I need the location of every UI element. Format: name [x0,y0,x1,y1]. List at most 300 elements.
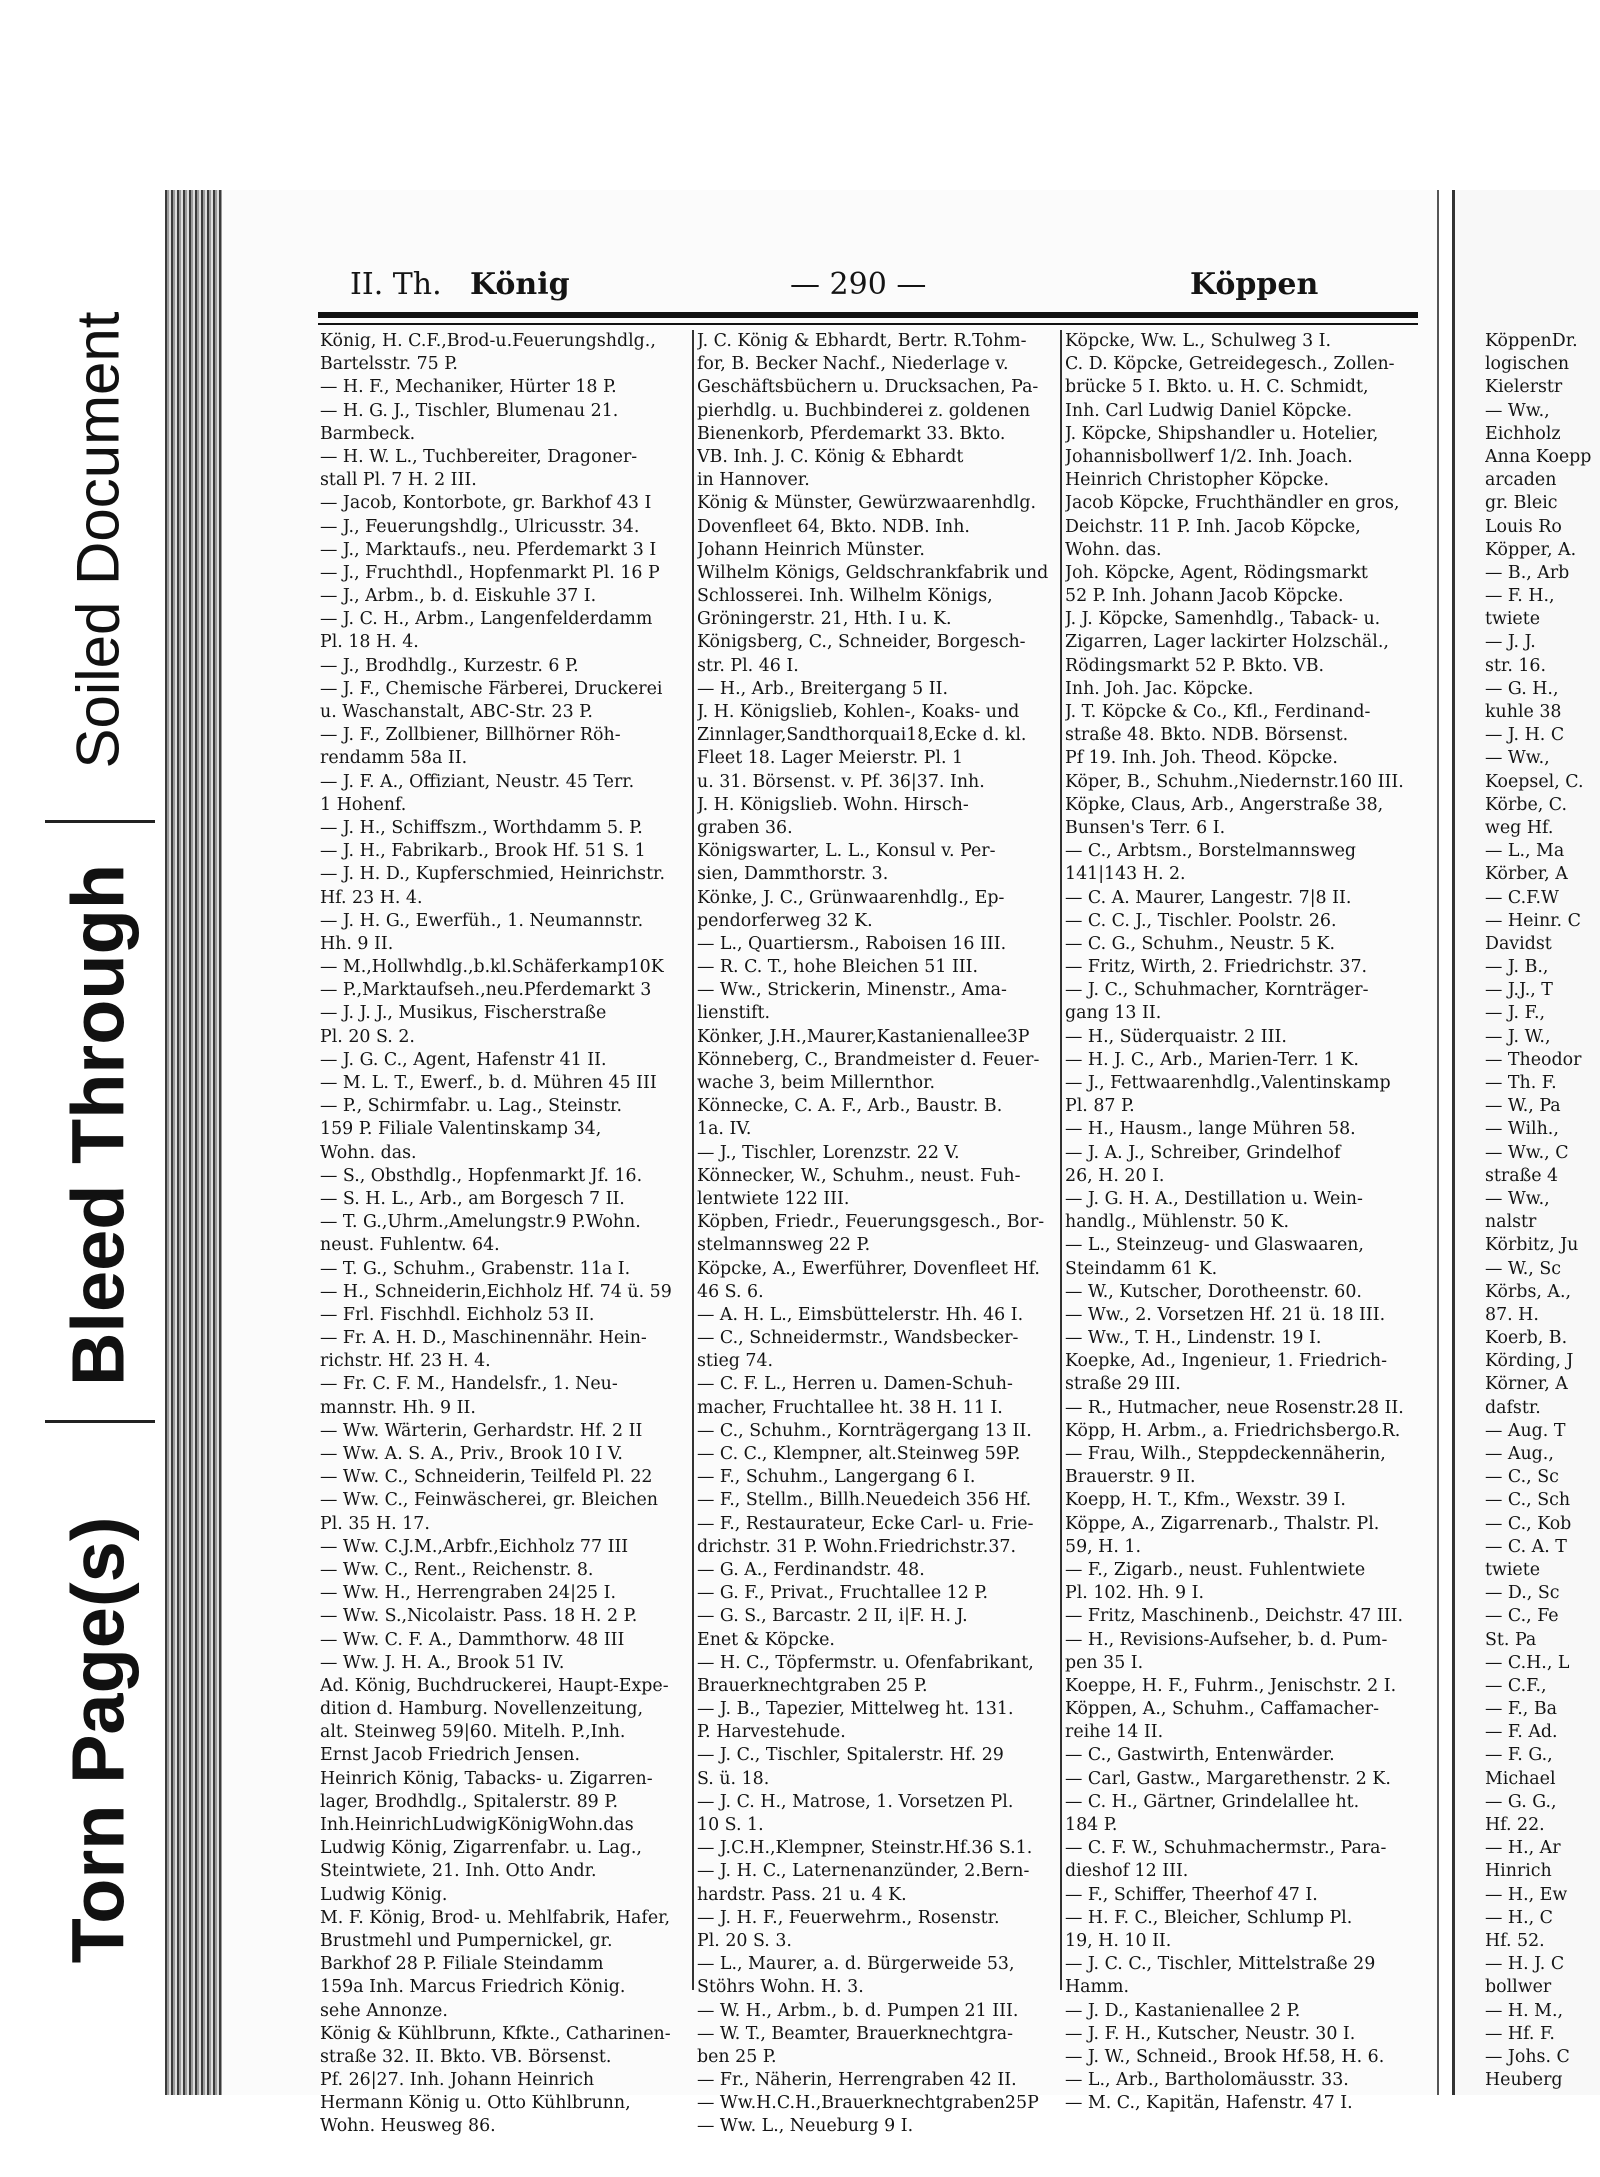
directory-entry-line: 10 S. 1. [697,1815,764,1835]
directory-entry-line: — G. F., Privat., Fruchtallee 12 P. [697,1583,989,1604]
directory-entry-line: Brauerknechtgraben 25 P. [697,1675,928,1696]
directory-entry-line: stelmannsweg 22 P. [697,1235,871,1256]
directory-entry-line: Köper, B., Schuhm.,Niedernstr.160 III. [1065,771,1404,792]
directory-entry-line: — H., Süderquaistr. 2 III. [1065,1026,1287,1047]
directory-entry-line: — C.F.W [1485,887,1559,908]
directory-entry-line: Pl. 20 S. 3. [697,1930,792,1951]
directory-entry-line: Körber, A [1485,864,1568,885]
directory-entry-line: Wohn. Heusweg 86. [320,2116,496,2137]
directory-entry-line: hardstr. Pass. 21 u. 4 K. [697,1884,907,1905]
directory-entry-line: Joh. Köpcke, Agent, Rödingsmarkt [1065,562,1368,583]
directory-entry-line: Königsberg, C., Schneider, Borgesch- [697,632,1026,653]
directory-entry-line: dieshof 12 III. [1065,1861,1189,1882]
directory-entry-line: Koepsel, C. [1485,771,1584,792]
directory-entry-line: handlg., Mühlenstr. 50 K. [1065,1212,1289,1233]
directory-entry-line: — C. C. J., Tischler. Poolstr. 26. [1065,910,1337,931]
directory-entry-line: — Frl. Fischhdl. Eichholz 53 II. [320,1304,595,1325]
directory-entry-line: straße 48. Bkto. NDB. Börsenst. [1065,725,1349,746]
directory-entry-line: Kielerstr [1485,377,1563,398]
scan-condition-banner [0,0,175,2177]
directory-entry-line: — Hf. F. [1485,2023,1555,2044]
directory-entry-line: — F., Restaurateur, Ecke Carl- u. Frie- [697,1513,1034,1534]
directory-entry-line: — L., Arb., Bartholomäusstr. 33. [1065,2070,1349,2091]
directory-entry-line: — F., Schuhm., Langergang 6 I. [697,1467,976,1488]
directory-entry-line: gr. Bleic [1485,493,1558,514]
directory-entry-line: — J. C. H., Arbm., Langenfelderdamm [320,609,653,630]
directory-entry-line: Zigarren, Lager lackirter Holzschäl., [1065,632,1389,653]
directory-entry-line: — C. A. Maurer, Langestr. 7|8 II. [1065,887,1352,908]
directory-entry-line: stieg 74. [697,1351,774,1372]
directory-entry-line: — H. C., Töpfermstr. u. Ofenfabrikant, [697,1652,1034,1673]
directory-entry-line: Wilhelm Königs, Geldschrankfabrik und [697,562,1049,583]
directory-entry-line: — T. G.,Uhrm.,Amelungstr.9 P.Wohn. [320,1212,641,1233]
directory-entry-line: — C., Schneidermstr., Wandsbecker- [697,1328,1019,1349]
directory-entry-line: 159 P. Filiale Valentinskamp 34, [320,1119,602,1140]
directory-entry-line: — Ww., 2. Vorsetzen Hf. 21 ü. 18 III. [1065,1304,1386,1325]
directory-entry-line: P. Harvestehude. [697,1722,846,1743]
directory-entry-line: — H., C [1485,1907,1553,1928]
directory-entry-line: J. H. Königslieb, Kohlen-, Koaks- und [697,702,1020,722]
directory-entry-line: — G. G., [1485,1791,1557,1812]
directory-entry-line: 87. H. [1485,1304,1539,1325]
directory-entry-line: — J., Fruchthdl., Hopfenmarkt Pl. 16 P [320,562,660,583]
directory-entry-line: — C. F. W., Schuhmachermstr., Para- [1065,1838,1387,1859]
directory-entry-line: S. ü. 18. [697,1768,770,1789]
directory-entry-line: Steindamm 61 K. [1065,1258,1218,1279]
directory-entry-line: — J. H., Schiffszm., Worthdamm 5. P. [320,817,643,838]
adjacent-page-column [1485,330,1600,2092]
directory-entry-line: kuhle 38 [1485,702,1562,722]
directory-entry-line: Körbitz, Ju [1485,1235,1579,1256]
directory-entry-line: — F., Zigarb., neust. Fuhlentwiete [1065,1559,1366,1580]
bleed-through-label: Bleed Through [56,863,140,1387]
directory-entry-line: Köpper, A. [1485,539,1577,560]
directory-entry-line: — Ww. C., Rent., Reichenstr. 8. [320,1559,594,1580]
directory-entry-line: — C. G., Schuhm., Neustr. 5 K. [1065,933,1336,954]
directory-entry-line: — J. H. G., Ewerfüh., 1. Neumannstr. [320,910,644,931]
header-rule [318,312,1418,318]
directory-entry-line: — Ww. A. S. A., Priv., Brook 10 I V. [320,1444,623,1464]
directory-entry-line: Hf. 23 H. 4. [320,887,423,908]
directory-column-1 [320,330,690,2139]
directory-entry-line: Hamm. [1065,1977,1130,1998]
directory-entry-line: Fleet 18. Lager Meierstr. Pl. 1 [697,748,964,769]
directory-entry-line: — J. W., [1485,1026,1551,1047]
header-left-word: König [470,267,570,302]
directory-entry-line: 159a Inh. Marcus Friedrich König. [320,1977,626,1998]
torn-pages-label: Torn Page(s) [56,1516,140,1964]
directory-entry-line: — Fr. C. F. M., Handelsfr., 1. Neu- [320,1374,618,1395]
directory-entry-line: — Ww. C.J.M.,Arbfr.,Eichholz 77 III [320,1536,629,1557]
directory-entry-line: St. Pa [1485,1629,1537,1650]
directory-entry-line: Körding, J [1485,1351,1574,1372]
directory-entry-line: gang 13 II. [1065,1003,1162,1024]
directory-entry-line: — C., Arbtsm., Borstelmannsweg [1065,841,1357,862]
directory-entry-line: J. Köpcke, Shipshandler u. Hotelier, [1065,423,1379,444]
directory-entry-line: — L., Quartiersm., Raboisen 16 III. [697,933,1007,954]
directory-entry-line: — J. H. C [1485,725,1565,746]
directory-entry-line: — P., Schirmfabr. u. Lag., Steinstr. [320,1096,622,1117]
directory-entry-line: — C., Schuhm., Kornträgergang 13 II. [697,1420,1032,1441]
directory-entry-line: Köppe, A., Zigarrenarb., Thalstr. Pl. [1065,1513,1380,1534]
directory-entry-line: — J. F. A., Offiziant, Neustr. 45 Terr. [320,771,635,792]
directory-entry-line: ben 25 P. [697,2046,777,2067]
directory-entry-line: — M. C., Kapitän, Hafenstr. 47 I. [1065,2093,1353,2114]
directory-entry-line: Köpke, Claus, Arb., Angerstraße 38, [1065,794,1384,815]
directory-entry-line: — C., Fe [1485,1606,1559,1627]
directory-entry-line: straße 29 III. [1065,1374,1181,1395]
directory-entry-line: — H., Revisions-Aufseher, b. d. Pum- [1065,1629,1388,1650]
directory-entry-line: — H. G. J., Tischler, Blumenau 21. [320,400,619,421]
directory-entry-line: — M.,Hollwhdlg.,b.kl.Schäferkamp10K [320,957,664,978]
directory-entry-line: — J. H. F., Feuerwehrm., Rosenstr. [697,1907,1000,1928]
directory-entry-line: König & Münster, Gewürzwaarenhdlg. [697,493,1037,514]
directory-entry-line: — R. C. T., hohe Bleichen 51 III. [697,957,979,978]
directory-entry-line: Köpcke, A., Ewerführer, Dovenfleet Hf. [697,1258,1040,1279]
directory-entry-line: — Ww. Wärterin, Gerhardstr. Hf. 2 II [320,1420,643,1441]
soiled-document-label: Soiled Document [64,311,132,769]
directory-entry-line: J. H. Königslieb. Wohn. Hirsch- [697,794,969,815]
directory-entry-line: lienstift. [697,1003,771,1024]
directory-entry-line: sien, Dammthorstr. 3. [697,864,889,885]
directory-entry-line: Johann Heinrich Münster. [697,539,925,560]
banner-divider [45,1420,155,1423]
directory-entry-line: pendorferweg 32 K. [697,910,873,931]
directory-entry-line: Hinrich [1485,1861,1552,1882]
directory-entry-line: — J. H. D., Kupferschmied, Heinrichstr. [320,864,665,885]
directory-entry-line: Schlosserei. Inh. Wilhelm Königs, [697,586,993,607]
directory-entry-line: Heinrich König, Tabacks- u. Zigarren- [320,1768,653,1789]
directory-entry-line: Dovenfleet 64, Bkto. NDB. Inh. [697,516,970,537]
directory-entry-line: Brauerstr. 9 II. [1065,1467,1196,1488]
directory-entry-line: — Ww. J. H. A., Brook 51 IV. [320,1652,565,1673]
directory-entry-line: Hermann König u. Otto Kühlbrunn, [320,2093,631,2114]
directory-entry-line: — J. H. C., Laternenanzünder, 2.Bern- [697,1861,1030,1882]
directory-entry-line: — W., Sc [1485,1258,1561,1279]
directory-entry-line: — J. H., Fabrikarb., Brook Hf. 51 S. 1 [320,841,646,862]
directory-entry-line: Gröningerstr. 21, Hth. I u. K. [697,609,952,630]
directory-entry-line: — J. F., [1485,1003,1546,1024]
directory-entry-line: — F. Ad. [1485,1722,1558,1743]
directory-entry-line: — L., Ma [1485,841,1565,862]
directory-entry-line: Pl. 18 H. 4. [320,632,419,653]
directory-entry-line: — M. L. T., Ewerf., b. d. Mühren 45 III [320,1073,657,1093]
directory-entry-line: — J. G. C., Agent, Hafenstr 41 II. [320,1049,607,1070]
directory-entry-line: — J., Brodhdlg., Kurzestr. 6 P. [320,655,579,676]
directory-entry-line: — H. M., [1485,2000,1564,2021]
directory-entry-line: Davidst [1485,933,1552,954]
directory-entry-line: — C., Kob [1485,1513,1572,1534]
directory-entry-line: — H., Schneiderin,Eichholz Hf. 74 ü. 59 [320,1281,672,1302]
directory-entry-line: Könker, J.H.,Maurer,Kastanienallee3P [697,1026,1030,1047]
directory-entry-line: — Ww., T. H., Lindenstr. 19 I. [1065,1328,1322,1349]
directory-entry-line: str. 16. [1485,655,1547,676]
directory-entry-line: Louis Ro [1485,516,1562,537]
directory-entry-line: — J. B., [1485,957,1549,978]
directory-entry-line: pierhdlg. u. Buchbinderei z. goldenen [697,400,1031,421]
directory-entry-line: — Jacob, Kontorbote, gr. Barkhof 43 I [320,493,652,514]
directory-entry-line: — Fr. A. H. D., Maschinennähr. Hein- [320,1328,647,1349]
directory-entry-line: — J. B., Tapezier, Mittelweg ht. 131. [697,1699,1014,1720]
directory-entry-line: weg Hf. [1485,817,1554,838]
directory-entry-line: Barmbeck. [320,423,416,444]
directory-entry-line: — H. F. C., Bleicher, Schlump Pl. [1065,1907,1353,1928]
directory-entry-line: — J. J. J., Musikus, Fischerstraße [320,1003,607,1024]
directory-entry-line: Köpben, Friedr., Feuerungsgesch., Bor- [697,1212,1045,1233]
directory-entry-line: Ernst Jacob Friedrich Jensen. [320,1745,580,1766]
directory-entry-line: Hf. 52. [1485,1930,1545,1951]
directory-entry-line: Körner, A [1485,1374,1568,1395]
directory-entry-line: — Ww. L., Neueburg 9 I. [697,2116,914,2137]
directory-entry-line: for, B. Becker Nachf., Niederlage v. [697,354,1009,375]
directory-entry-line: — J.J., T [1485,980,1553,1001]
directory-entry-line: Eichholz [1485,423,1561,444]
directory-entry-line: — F. G., [1485,1745,1553,1766]
directory-entry-line: — Johs. C [1485,2046,1570,2067]
directory-entry-line: stall Pl. 7 H. 2 III. [320,470,477,491]
directory-entry-line: 46 S. 6. [697,1281,764,1302]
directory-entry-line: — Wilh., [1485,1119,1559,1140]
directory-entry-line: 1a. IV. [697,1119,752,1140]
directory-entry-line: — Th. F. [1485,1073,1557,1093]
directory-entry-line: u. 31. Börsenst. v. Pf. 36|37. Inh. [697,771,985,792]
directory-entry-line: — J. C. C., Tischler, Mittelstraße 29 [1065,1954,1376,1975]
directory-entry-line: — Carl, Gastw., Margarethenstr. 2 K. [1065,1768,1391,1789]
directory-entry-line: — L., Maurer, a. d. Bürgerweide 53, [697,1954,1015,1975]
directory-entry-line: — H. W. L., Tuchbereiter, Dragoner- [320,446,638,467]
directory-entry-line: — J. C., Tischler, Spitalerstr. Hf. 29 [697,1745,1004,1766]
directory-entry-line: 1 Hohenf. [320,794,407,815]
directory-entry-line: str. Pl. 46 I. [697,655,799,676]
directory-entry-line: — J. W., Schneid., Brook Hf.58, H. 6. [1065,2046,1385,2067]
directory-entry-line: twiete [1485,1559,1541,1580]
directory-entry-line: — H., Arb., Breitergang 5 II. [697,678,949,699]
directory-entry-line: Bienenkorb, Pferdemarkt 33. Bkto. [697,423,1006,444]
directory-entry-line: straße 4 [1485,1165,1559,1186]
directory-entry-line: — H. J. C [1485,1954,1565,1975]
directory-entry-line: — Ww., [1485,400,1550,421]
directory-entry-line: twiete [1485,609,1541,630]
directory-entry-line: — J., Feuerungshdlg., Ulricusstr. 34. [320,516,640,537]
book-page-edges [165,190,223,2095]
directory-entry-line: — J. J. [1485,632,1536,653]
directory-entry-line: richstr. Hf. 23 H. 4. [320,1351,491,1372]
directory-entry-line: — W. T., Beamter, Brauerknechtgra- [697,2023,1014,2044]
directory-entry-line: — C. H., Gärtner, Grindelallee ht. [1065,1791,1360,1812]
directory-entry-line: Pl. 87 P. [1065,1096,1135,1117]
directory-entry-line: — J., Tischler, Lorenzstr. 22 V. [697,1142,960,1163]
directory-entry-line: Brustmehl und Pumpernickel, gr. [320,1930,613,1951]
directory-entry-line: Körbe, C. [1485,794,1568,815]
directory-entry-line: Pl. 35 H. 17. [320,1513,430,1534]
directory-entry-line: brücke 5 I. Bkto. u. H. C. Schmidt, [1065,377,1369,398]
directory-entry-line: Pl. 20 S. 2. [320,1026,415,1047]
directory-entry-line: Könnecke, C. A. F., Arb., Baustr. B. [697,1096,1003,1117]
part-label: II. Th. [350,267,442,302]
directory-entry-line: — F., Ba [1485,1699,1558,1720]
directory-entry-line: macher, Fruchtallee ht. 38 H. 11 I. [697,1397,1003,1418]
directory-entry-line: — Ww.H.C.H.,Brauerknechtgraben25P [697,2093,1039,2114]
directory-entry-line: — Ww. H., Herrengraben 24|25 I. [320,1583,617,1604]
directory-entry-line: — J. G. H. A., Destillation u. Wein- [1065,1188,1363,1209]
directory-entry-line: logischen [1485,354,1570,375]
directory-entry-line: — C.H., L [1485,1652,1570,1673]
directory-entry-line: lager, Brodhdlg., Spitalerstr. 89 P. [320,1791,618,1812]
directory-entry-line: Anna Koepp [1485,446,1592,467]
directory-entry-line: Pf. 26|27. Inh. Johann Heinrich [320,2070,595,2091]
banner-divider [45,820,155,823]
directory-entry-line: König & Kühlbrunn, Kfkte., Catharinen- [320,2023,671,2044]
directory-entry-line: Koepke, Ad., Ingenieur, 1. Friedrich- [1065,1351,1387,1372]
directory-entry-line: — Ww., [1485,748,1550,769]
directory-entry-line: — P.,Marktaufseh.,neu.Pferdemarkt 3 [320,980,652,1001]
directory-entry-line: Pl. 102. Hh. 9 I. [1065,1583,1204,1604]
directory-entry-line: — J., Marktaufs., neu. Pferdemarkt 3 I [320,539,657,560]
directory-entry-line: — C., Gastwirth, Entenwärder. [1065,1745,1335,1766]
directory-entry-line: Könke, J. C., Grünwaarenhdlg., Ep- [697,887,1005,908]
directory-entry-line: — S., Obsthdlg., Hopfenmarkt Jf. 16. [320,1165,643,1186]
directory-entry-line: Rödingsmarkt 52 P. Bkto. VB. [1065,655,1325,676]
directory-entry-line: — W., Kutscher, Dorotheenstr. 60. [1065,1281,1362,1302]
directory-entry-line: nalstr [1485,1212,1537,1233]
directory-entry-line: — F. H., [1485,586,1555,607]
directory-entry-line: Ludwig König, Zigarrenfabr. u. Lag., [320,1838,642,1859]
directory-entry-line: wache 3, beim Millernthor. [697,1073,936,1093]
directory-entry-line: — A. H. L., Eimsbüttelerstr. Hh. 46 I. [697,1304,1024,1325]
directory-entry-line: Deichstr. 11 P. Inh. Jacob Köpcke, [1065,516,1361,537]
directory-entry-line: Barkhof 28 P. Filiale Steindamm [320,1954,604,1975]
directory-entry-line: — Ww. S.,Nicolaistr. Pass. 18 H. 2 P. [320,1606,638,1627]
directory-entry-line: Inh.HeinrichLudwigKönigWohn.das [320,1815,634,1835]
directory-entry-line: — G. S., Barcastr. 2 II, i|F. H. J. [697,1606,968,1627]
directory-entry-line: dafstr. [1485,1397,1541,1418]
directory-entry-line: Ludwig König. [320,1884,448,1905]
header-right-word: Köppen [1190,267,1319,302]
directory-entry-line: — J. F., Chemische Färberei, Druckerei [320,678,663,699]
directory-entry-line: — Ww. C., Feinwäscherei, gr. Bleichen [320,1490,658,1511]
directory-entry-line: Zinnlager,Sandthorquai18,Ecke d. kl. [697,725,1027,746]
directory-entry-line: neust. Fuhlentw. 64. [320,1235,500,1256]
directory-entry-line: — F., Schiffer, Theerhof 47 I. [1065,1884,1318,1905]
directory-column-3 [1065,330,1430,2115]
directory-entry-line: Inh. Joh. Jac. Köpcke. [1065,678,1254,699]
directory-entry-line: — J. F. H., Kutscher, Neustr. 30 I. [1065,2023,1356,2044]
directory-entry-line: Heuberg [1485,2070,1563,2091]
directory-entry-line: Heinrich Christopher Köpcke. [1065,470,1330,491]
directory-entry-line: — C., Sc [1485,1467,1559,1488]
directory-entry-line: — H. F., Mechaniker, Hürter 18 P. [320,377,617,398]
directory-entry-line: M. F. König, Brod- u. Mehlfabrik, Hafer, [320,1907,671,1928]
directory-entry-line: Koerb, B. [1485,1328,1568,1349]
directory-entry-line: Koepp, H. T., Kfm., Wexstr. 39 I. [1065,1490,1346,1511]
directory-entry-line: J. T. Köpcke & Co., Kfl., Ferdinand- [1065,702,1371,722]
directory-entry-line: — Heinr. C [1485,910,1581,931]
directory-entry-line: — C.F., [1485,1675,1547,1696]
directory-entry-line: — J. C. H., Matrose, 1. Vorsetzen Pl. [697,1791,1014,1812]
directory-entry-line: alt. Steinweg 59|60. Mitelh. P.,Inh. [320,1722,626,1743]
directory-entry-line: Könneberg, C., Brandmeister d. Feuer- [697,1049,1040,1070]
directory-entry-line: — J.C.H.,Klempner, Steinstr.Hf.36 S.1. [697,1838,1033,1859]
directory-entry-line: pen 35 I. [1065,1652,1144,1673]
directory-entry-line: drichstr. 31 P. Wohn.Friedrichstr.37. [697,1536,1016,1557]
directory-entry-line: graben 36. [697,817,793,838]
directory-entry-line: Steintwiete, 21. Inh. Otto Andr. [320,1861,597,1882]
directory-entry-line: Könnecker, W., Schuhm., neust. Fuh- [697,1165,1021,1186]
directory-entry-line: Pf 19. Inh. Joh. Theod. Köpcke. [1065,748,1338,769]
directory-entry-line: 26, H. 20 I. [1065,1165,1165,1186]
directory-entry-line: — T. G., Schuhm., Grabenstr. 11a I. [320,1258,631,1279]
directory-entry-line: Stöhrs Wohn. H. 3. [697,1977,864,1998]
directory-entry-line: Wohn. das. [1065,539,1162,560]
directory-entry-line: arcaden [1485,470,1557,491]
directory-entry-line: rendamm 58a II. [320,748,468,769]
directory-entry-line: dition d. Hamburg. Novellenzeitung, [320,1699,643,1720]
directory-entry-line: — H., Ar [1485,1838,1561,1859]
directory-entry-line: — Fritz, Wirth, 2. Friedrichstr. 37. [1065,957,1368,978]
directory-entry-line: J. J. Köpcke, Samenhdlg., Taback- u. [1065,609,1381,630]
directory-entry-line: — G. H., [1485,678,1559,699]
directory-entry-line: — R., Hutmacher, neue Rosenstr.28 II. [1065,1397,1404,1418]
directory-entry-line: — Frau, Wilh., Steppdeckennäherin, [1065,1444,1386,1464]
header-rule-thin [318,323,1418,325]
directory-entry-line: — J. F., Zollbiener, Billhörner Röh- [320,725,621,746]
directory-entry-line: mannstr. Hh. 9 II. [320,1397,476,1418]
directory-entry-line: straße 32. II. Bkto. VB. Börsenst. [320,2046,612,2067]
directory-entry-line: Köppen, A., Schuhm., Caffamacher- [1065,1699,1379,1720]
directory-entry-line: — Aug., [1485,1444,1554,1464]
directory-entry-line: KöppenDr. [1485,331,1578,351]
column-separator [692,330,694,1990]
directory-entry-line: reihe 14 II. [1065,1722,1164,1743]
directory-entry-line: — Ww. C., Schneiderin, Teilfeld Pl. 22 [320,1467,653,1488]
directory-entry-line: — C. F. L., Herren u. Damen-Schuh- [697,1374,1013,1395]
directory-entry-line: — J. C., Schuhmacher, Kornträger- [1065,980,1369,1001]
directory-entry-line: 52 P. Inh. Johann Jacob Köpcke. [1065,586,1344,607]
directory-entry-line: — J., Fettwaarenhdlg.,Valentinskamp [1065,1073,1391,1093]
directory-entry-line: — Ww., Strickerin, Minenstr., Ama- [697,980,1007,1001]
directory-entry-line: — Ww. C. F. A., Dammthorw. 48 III [320,1629,625,1650]
directory-entry-line: — B., Arb [1485,562,1570,583]
directory-entry-line: Koeppe, H. F., Fuhrm., Jenischstr. 2 I. [1065,1675,1397,1696]
directory-entry-line: Köpcke, Ww. L., Schulweg 3 I. [1065,331,1332,351]
directory-entry-line: — Aug. T [1485,1420,1566,1441]
directory-entry-line: 19, H. 10 II. [1065,1930,1172,1951]
directory-entry-line: Johannisbollwerf 1/2. Inh. Joach. [1065,446,1353,467]
directory-entry-line: — C. A. T [1485,1536,1567,1557]
directory-entry-line: 184 P. [1065,1815,1118,1835]
directory-entry-line: — W. H., Arbm., b. d. Pumpen 21 III. [697,2000,1019,2021]
directory-entry-line: — H., Hausm., lange Mühren 58. [1065,1119,1356,1140]
directory-entry-line: Michael [1485,1768,1556,1789]
directory-entry-line: Bunsen's Terr. 6 I. [1065,817,1226,838]
directory-entry-line: Bartelsstr. 75 P. [320,354,458,375]
directory-entry-line: Inh. Carl Ludwig Daniel Köpcke. [1065,400,1353,421]
directory-entry-line: — H. J. C., Arb., Marien-Terr. 1 K. [1065,1049,1359,1070]
directory-entry-line: — G. A., Ferdinandstr. 48. [697,1559,925,1580]
directory-entry-line: — J., Arbm., b. d. Eiskuhle 37 I. [320,586,597,607]
directory-entry-line: — Ww., C [1485,1142,1569,1163]
directory-entry-line: u. Waschanstalt, ABC-Str. 23 P. [320,702,593,722]
directory-column-2 [697,330,1062,2139]
directory-entry-line: C. D. Köpcke, Getreidegesch., Zollen- [1065,354,1395,375]
directory-entry-line: — C., Sch [1485,1490,1571,1511]
directory-entry-line: Enet & Köpcke. [697,1629,835,1650]
directory-entry-line: — W., Pa [1485,1096,1561,1117]
page-number: — 290 — [790,267,927,302]
directory-entry-line: Hh. 9 II. [320,933,394,954]
directory-entry-line: — L., Steinzeug- und Glaswaaren, [1065,1235,1364,1256]
directory-entry-line: — Ww., [1485,1188,1550,1209]
